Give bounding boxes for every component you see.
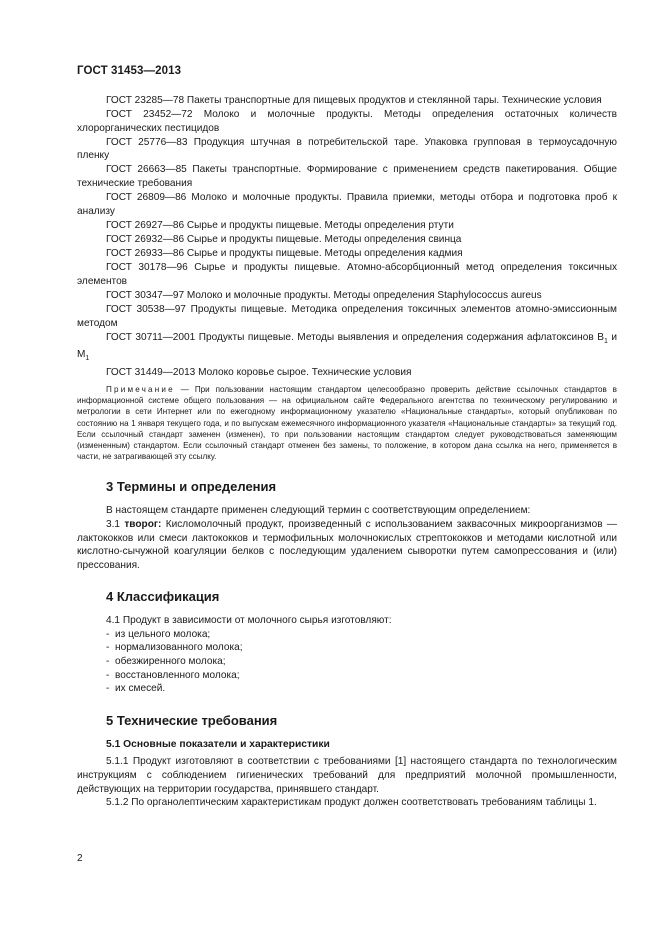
section-4-intro: 4.1 Продукт в зависимости от молочного сырья изготовляют: bbox=[106, 615, 392, 627]
term-definition bbox=[77, 518, 617, 572]
reference-item: ГОСТ 23285—78 Пакеты транспортные для пищевых продуктов и стеклянной тары. Технические условия bbox=[106, 95, 602, 106]
page-number: 2 bbox=[77, 853, 83, 864]
reference-item: ГОСТ 30538—97 Продукты пищевые. Методика определения токсичных элементов атомно-эмиссионным методом bbox=[77, 303, 617, 329]
term-definition-text: Кисломолочный продукт, произведенный с использованием заквасочных микроорганизмов — лактококков или смеси лактококков и термофильных молочнокислых стрептококков и методами кислотной или кислотно-сычужной коагуляции белков с последующим удалением сыворотки путем самопрессования и (или) прессования. bbox=[77, 518, 617, 571]
subsection-5-1-title: 5.1 Основные показатели и характеристики bbox=[106, 738, 330, 750]
reference-item-aflatoxin bbox=[77, 331, 617, 366]
list-item: - их смесей. bbox=[106, 683, 166, 695]
reference-item: ГОСТ 25776—83 Продукция штучная в потребительской таре. Упаковка групповая в термоусадочную пленку bbox=[77, 136, 617, 162]
reference-item: ГОСТ 31449—2013 Молоко коровье сырое. Технические условия bbox=[106, 367, 412, 379]
subscript-1: 1 bbox=[603, 337, 608, 345]
reference-item: ГОСТ 26932—86 Сырье и продукты пищевые. Методы определения свинца bbox=[106, 233, 462, 245]
reference-item: ГОСТ 26933—86 Сырье и продукты пищевые. Методы определения кадмия bbox=[106, 248, 463, 260]
reference-item: ГОСТ 26809—86 Молоко и молочные продукты. Правила приемки, методы отбора и подготовка проб к анализу bbox=[77, 192, 617, 217]
paragraph-5-1-2: 5.1.2 По органолептическим характеристикам продукт должен соответствовать требованиям таблицы 1. bbox=[106, 797, 597, 809]
aflatoxin-ref-mid: и М bbox=[77, 331, 617, 361]
term-name: творог: bbox=[124, 518, 162, 530]
document-body bbox=[77, 94, 617, 810]
section-5-title: 5 Технические требования bbox=[106, 712, 278, 728]
subscript-2: 1 bbox=[85, 355, 90, 363]
paragraph-5-1-1: 5.1.1 Продукт изготовляют в соответствии с требованиями [1] настоящего стандарта по технологическим инструкциям с соблюдением гигиенических требований для предприятий молочной промышленности, действующих на территории государства, принявшего стандарт. bbox=[77, 756, 617, 795]
reference-item: ГОСТ 30347—97 Молоко и молочные продукты. Методы определения Staphylococcus aureus bbox=[106, 289, 542, 301]
reference-item: ГОСТ 26927—86 Сырье и продукты пищевые. Методы определения ртути bbox=[106, 219, 454, 231]
normative-references bbox=[77, 94, 617, 380]
aflatoxin-ref-text: ГОСТ 30711—2001 Продукты пищевые. Методы выявления и определения содержания афлатоксинов В bbox=[106, 331, 604, 343]
list-item: - из цельного молока; bbox=[106, 628, 211, 640]
reference-item: ГОСТ 26663—85 Пакеты транспортные. Формирование с применением средств пакетирования. Общие технические требования bbox=[77, 164, 617, 190]
note-paragraph bbox=[77, 384, 617, 462]
classification-list bbox=[77, 628, 617, 696]
reference-item: ГОСТ 30178—96 Сырье и продукты пищевые. Атомно-абсорбционный метод определения токсичных элементов bbox=[77, 262, 617, 287]
note-label: Примечание bbox=[106, 384, 175, 394]
section-3-intro: В настоящем стандарте применен следующий термин с соответствующим определением: bbox=[106, 505, 531, 517]
note-text: — При пользовании настоящим стандартом целесообразно проверить действие ссылочных стандартов в информационной системе общего пользования — на официальном сайте Федерального агентства по техническому регулированию и метрологии в сети Интернет или по ежегодному информационному указателю «Национальные стандарты», который опубликован по состоянию на 1 января текущего года, и по выпускам ежемесячного информационного указателя «Национальные стандарты» за текущий год. Если ссылочный стандарт заменен (изменен), то при пользовании настоящим стандартом следует руководствоваться заменяющим (измененным) стандартом. Если ссылочный стандарт отменен без замены, то положение, в котором дана ссылка на него, применяется в части, не затрагивающей эту ссылку. bbox=[77, 384, 617, 462]
document-header: ГОСТ 31453—2013 bbox=[77, 65, 182, 77]
reference-item: ГОСТ 23452—72 Молоко и молочные продукты. Методы определения остаточных количеств хлорорганических пестицидов bbox=[77, 109, 617, 134]
list-item: - нормализованного молока; bbox=[106, 642, 243, 654]
list-item: - обезжиренного молока; bbox=[106, 656, 226, 668]
section-4-title: 4 Классификация bbox=[106, 589, 220, 605]
term-number: 3.1 bbox=[106, 518, 125, 530]
section-3-title: 3 Термины и определения bbox=[106, 479, 277, 495]
list-item: - восстановленного молока; bbox=[106, 669, 240, 681]
